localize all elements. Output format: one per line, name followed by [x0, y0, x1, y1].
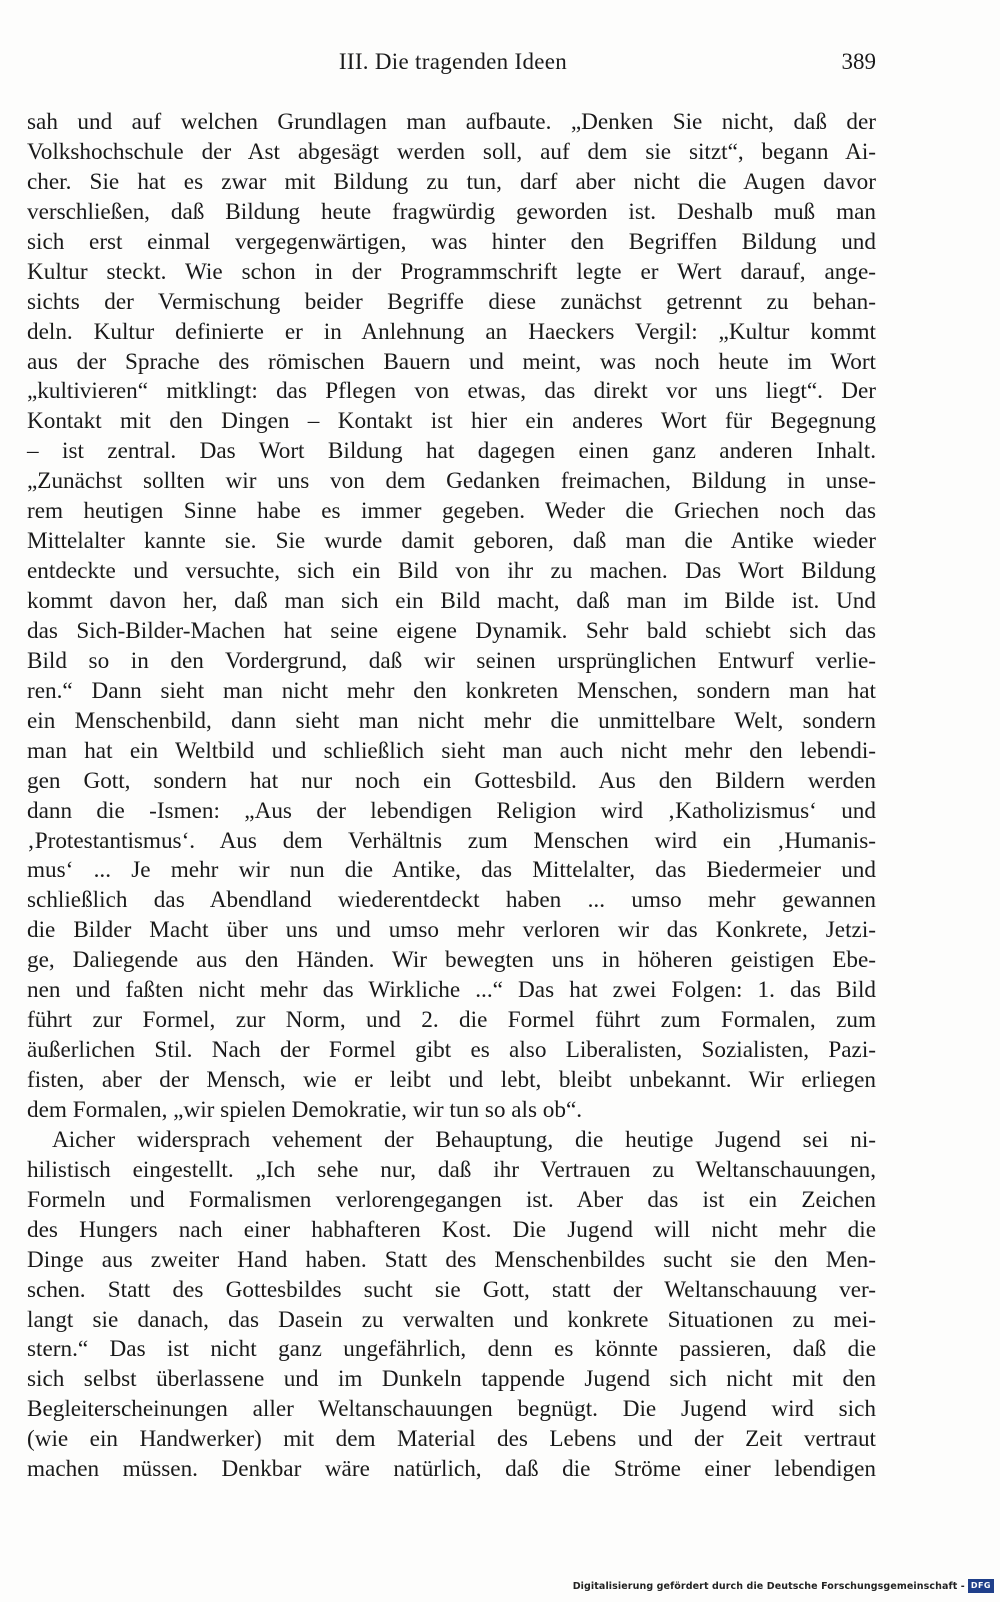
text-line: Formeln und Formalismen verlorengegangen ist. Aber das ist ein Zeichen: [27, 1186, 876, 1213]
text-line: gen Gott, sondern hat nur noch ein Gottesbild. Aus den Bildern werden: [27, 767, 876, 794]
text-line: – ist zentral. Das Wort Bildung hat dagegen einen ganz anderen Inhalt.: [27, 438, 876, 465]
text-line: verschließen, daß Bildung heute fragwürdig geworden ist. Deshalb muß man: [27, 198, 876, 225]
text-line: machen müssen. Denkbar wäre natürlich, daß die Ströme einer lebendigen: [27, 1456, 876, 1483]
text-line: deln. Kultur definierte er in Anlehnung an Haeckers Vergil: „Kultur kommt: [27, 318, 876, 345]
text-line: führt zur Formel, zur Norm, und 2. die Formel führt zum Formalen, zum: [27, 1007, 876, 1034]
digitization-credit: [573, 1578, 994, 1594]
text-line: sah und auf welchen Grundlagen man aufbaute. „Denken Sie nicht, daß der: [27, 109, 876, 135]
text-line: aus der Sprache des römischen Bauern und meint, was noch heute im Wort: [27, 348, 876, 375]
text-line: „kultivieren“ mitklingt: das Pflegen von etwas, das direkt vor uns liegt“. Der: [27, 378, 876, 405]
text-line: kommt davon her, daß man sich ein Bild macht, daß man im Bilde ist. Und: [27, 588, 876, 614]
text-line: Mittelalter kannte sie. Sie wurde damit geboren, daß man die Antike wieder: [27, 528, 876, 555]
text-line: Begleiterscheinungen aller Weltanschauungen begnügt. Die Jugend wird sich: [27, 1396, 876, 1423]
text-line: mus‘ ... Je mehr wir nun die Antike, das Mittelalter, das Biedermeier und: [27, 857, 876, 884]
text-line: cher. Sie hat es zwar mit Bildung zu tun, darf aber nicht die Augen davor: [27, 168, 876, 195]
text-line: Volkshochschule der Ast abgesägt werden soll, auf dem sie sitzt“, begann Ai-: [27, 138, 876, 165]
text-line: ren.“ Dann sieht man nicht mehr den konkreten Menschen, sondern man hat: [27, 677, 876, 704]
text-line: sich selbst überlassene und im Dunkeln tappende Jugend sich nicht mit den: [27, 1366, 876, 1393]
running-head: [30, 44, 876, 80]
text-line: Dinge aus zweiter Hand haben. Statt des Menschenbildes sucht sie den Men-: [27, 1246, 876, 1273]
text-line: ein Menschenbild, dann sieht man nicht mehr die unmittelbare Welt, sondern: [27, 707, 876, 734]
dfg-logo: DFG: [968, 1579, 994, 1593]
text-line: des Hungers nach einer habhafteren Kost. Die Jugend will nicht mehr die: [27, 1216, 876, 1243]
text-line: man hat ein Weltbild und schließlich sieht man auch nicht mehr den lebendi-: [27, 737, 876, 764]
text-line: [27, 1485, 876, 1515]
text-line: hilistisch eingestellt. „Ich sehe nur, daß ihr Vertrauen zu Weltanschauungen,: [27, 1156, 876, 1183]
text-line: entdeckte und versuchte, sich ein Bild von ihr zu machen. Das Wort Bildung: [27, 558, 876, 585]
running-title: III. Die tragenden Ideen: [338, 49, 568, 74]
text-line: stern.“ Das ist nicht ganz ungefährlich, denn es könnte passieren, daß die: [27, 1336, 876, 1363]
paragraph-start-line: Aicher widersprach vehement der Behauptung, die heutige Jugend sei ni-: [52, 1126, 876, 1153]
text-line: ‚Protestantismus‘. Aus dem Verhältnis zum Menschen wird ein ‚Humanis-: [27, 827, 876, 854]
text-line: äußerlichen Stil. Nach der Formel gibt es also Liberalisten, Sozialisten, Pazi-: [27, 1037, 876, 1064]
text-line: ge, Daliegende aus den Händen. Wir bewegten uns in höheren geistigen Ebe-: [27, 947, 876, 974]
page-number: 389: [841, 49, 876, 74]
body-text: [27, 108, 876, 1515]
text-line: dann die -Ismen: „Aus der lebendigen Religion wird ‚Katholizismus‘ und: [27, 797, 876, 824]
text-line: rem heutigen Sinne habe es immer gegeben. Weder die Griechen noch das: [27, 498, 876, 525]
text-line: Kontakt mit den Dingen – Kontakt ist hier ein anderes Wort für Begegnung: [27, 408, 876, 435]
text-line: die Bilder Macht über uns und umso mehr verloren wir das Konkrete, Jetzi-: [27, 917, 876, 944]
text-line: Bild so in den Vordergrund, daß wir seinen ursprünglichen Entwurf verlie-: [27, 647, 876, 674]
credit-text: Digitalisierung gefördert durch die Deutsche Forschungsgemeinschaft -: [572, 1580, 965, 1592]
text-line: fisten, aber der Mensch, wie er leibt und lebt, bleibt unbekannt. Wir erliegen: [27, 1067, 876, 1093]
text-line: sich erst einmal vergegenwärtigen, was hinter den Begriffen Bildung und: [27, 228, 876, 255]
text-line: schließlich das Abendland wiederentdeckt haben ... umso mehr gewannen: [27, 887, 876, 914]
text-line: das Sich-Bilder-Machen hat seine eigene Dynamik. Sehr bald schiebt sich das: [27, 617, 876, 644]
text-line: sichts der Vermischung beider Begriffe diese zunächst getrennt zu behan-: [27, 288, 876, 315]
paragraph-end-line: dem Formalen, „wir spielen Demokratie, wir tun so als ob“.: [27, 1096, 583, 1123]
text-line: Kultur steckt. Wie schon in der Programmschrift legte er Wert darauf, ange-: [27, 258, 876, 285]
text-line: nen und faßten nicht mehr das Wirkliche ...“ Das hat zwei Folgen: 1. das Bild: [27, 977, 876, 1004]
text-line: schen. Statt des Gottesbildes sucht sie Gott, statt der Weltanschauung ver-: [27, 1276, 876, 1303]
text-line: „Zunächst sollten wir uns von dem Gedanken freimachen, Bildung in unse-: [27, 468, 876, 495]
text-line: (wie ein Handwerker) mit dem Material des Lebens und der Zeit vertraut: [27, 1426, 876, 1453]
text-line: langt sie danach, das Dasein zu verwalten und konkrete Situationen zu mei-: [27, 1306, 876, 1333]
